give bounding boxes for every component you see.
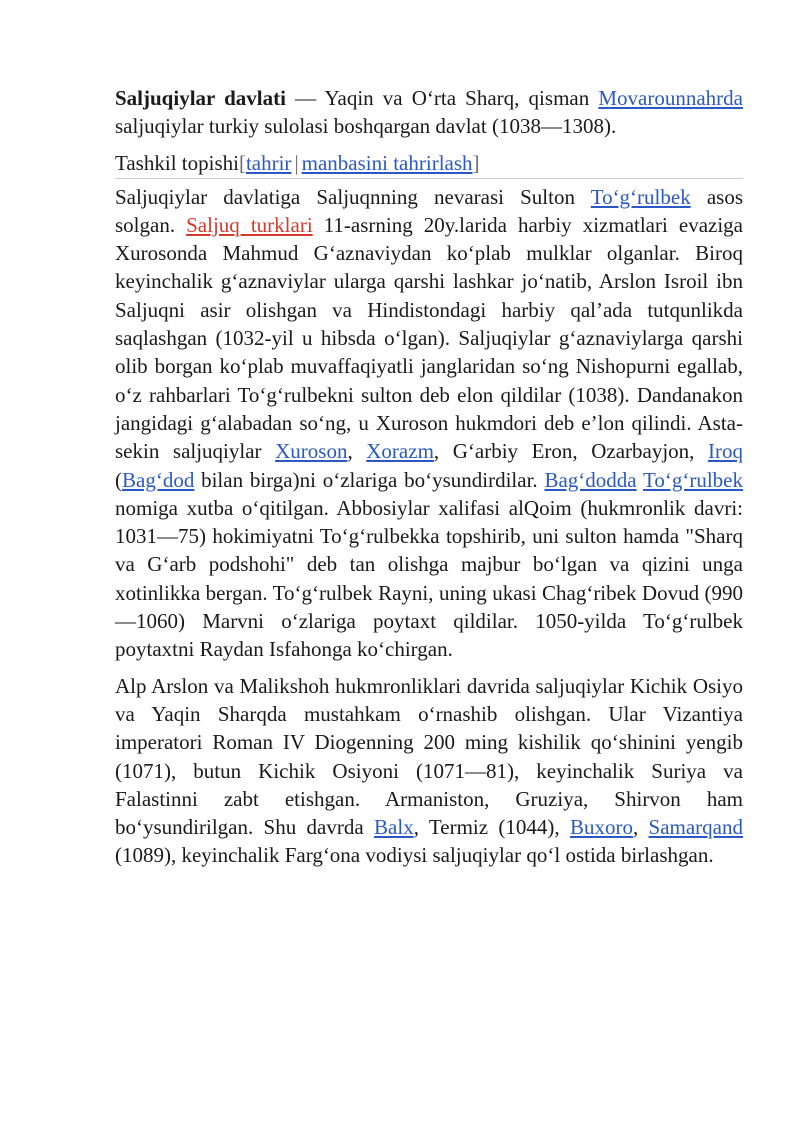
text-run: (: [115, 467, 122, 492]
section-title: Tashkil topishi: [115, 150, 239, 175]
article-body: [115, 84, 743, 878]
paragraph-expansion: [115, 672, 743, 870]
text-run: bilan birga)ni oʻzlariga boʻysundirdilar.: [194, 467, 545, 492]
intro-text-rest: saljuqiylar turkiy sulolasi boshqargan davlat (1038—1308).: [115, 114, 617, 139]
link-togrulbek[interactable]: Toʻgʻrulbek: [590, 184, 691, 209]
link-xuroson[interactable]: Xuroson: [275, 439, 348, 464]
text-run: 11-asrning 20y.larida harbiy xizmatlari evaziga Xurosonda Mahmud Gʻaznaviydan koʻplab mulklar olganlar. Biroq keyinchalik gʻaznaviylar ularga qarshi lashkar joʻnatib, Arslon Isroil ibn Saljuqni asir olishgan va Hindistondagi harbiy qalʼada tutqunlikda saqlashgan (1032-yil u hibsda oʻlgan). Saljuqiylar gʻaznaviylarga qarshi olib borgan koʻplab muvaffaqiyatli janglaridan soʻng Nishopurni egallab, oʻz rahbarlari Toʻgʻrulbekni sulton deb elon qildilar (1038). Dandanakon jangidagi gʻalabadan soʻng, u Xuroson hukmdori deb eʼlon qilindi. Asta-sekin saljuqiylar: [115, 212, 743, 464]
edit-source-link[interactable]: manbasini tahrirlash: [301, 150, 473, 175]
text-run: Alp Arslon va Malikshoh hukmronliklari davrida saljuqiylar Kichik Osiyo va Yaqin Sharqda mustahkam oʻrnashib olishgan. Ular Vizantiya imperatori Roman IV Diogenning 200 ming kishilik qoʻshinini yengib (1071), butun Kichik Osiyoni (1071—81), keyinchalik Suriya va Falastinni zabt etishgan. Armaniston, Gruziya, Shirvon ham boʻysundirilgan. Shu davrda: [115, 673, 743, 840]
edit-separator: |: [294, 150, 299, 175]
intro-paragraph: [115, 84, 743, 141]
edit-bracket-open: [: [238, 150, 246, 175]
text-run: ,: [347, 439, 367, 464]
link-bagdod[interactable]: Bagʻdod: [122, 467, 195, 492]
link-buxoro[interactable]: Buxoro: [569, 815, 633, 840]
paragraph-founding: [115, 183, 743, 664]
intro-text: — Yaqin va Oʻrta Sharq, qisman: [285, 86, 599, 110]
text-run: Saljuqiylar davlatiga Saljuqnning nevarasi Sulton: [115, 184, 591, 209]
link-movarounnahr[interactable]: Movarounnahrda: [598, 86, 743, 110]
text-run: nomiga xutba oʻqitilgan. Abbosiylar xalifasi alQoim (hukmronlik davri: 1031—75) hokimiyatni Toʻgʻrulbekka topshirib, uni sulton hamda "Sharq va Gʻarb podshohi" deb tan olishga majbur boʻlgan va qizini unga xotinlikka bergan. Toʻgʻrulbek Rayni, uning ukasi Chagʻribek Dovud (990—1060) Marvni oʻzlariga poytaxt qildilar. 1050-yilda Toʻgʻrulbek poytaxtni Raydan Isfahonga koʻchirgan.: [115, 495, 743, 662]
link-togrulbek-2[interactable]: Toʻgʻrulbek: [643, 467, 743, 492]
text-run: (1089), keyinchalik Fargʻona vodiysi saljuqiylar qoʻl ostida birlashgan.: [115, 843, 714, 868]
link-samarqand[interactable]: Samarqand: [648, 815, 744, 840]
article-title: Saljuqiylar davlati: [115, 86, 286, 110]
link-iroq[interactable]: Iroq: [708, 439, 743, 464]
text-run: , Gʻarbiy Eron, Ozarbayjon,: [433, 439, 708, 464]
redlink-saljuq-turklari[interactable]: Saljuq turklari: [186, 212, 313, 237]
text-run: , Termiz (1044),: [413, 815, 570, 840]
text-run: ,: [632, 815, 649, 840]
text-run: asos solgan.: [115, 184, 743, 237]
edit-bracket-close: ]: [472, 150, 480, 175]
link-bagdodda[interactable]: Bagʻdodda: [544, 467, 637, 492]
link-balx[interactable]: Balx: [374, 815, 414, 840]
edit-link[interactable]: tahrir: [245, 150, 292, 175]
section-heading: [115, 149, 743, 179]
link-xorazm[interactable]: Xorazm: [366, 439, 434, 464]
